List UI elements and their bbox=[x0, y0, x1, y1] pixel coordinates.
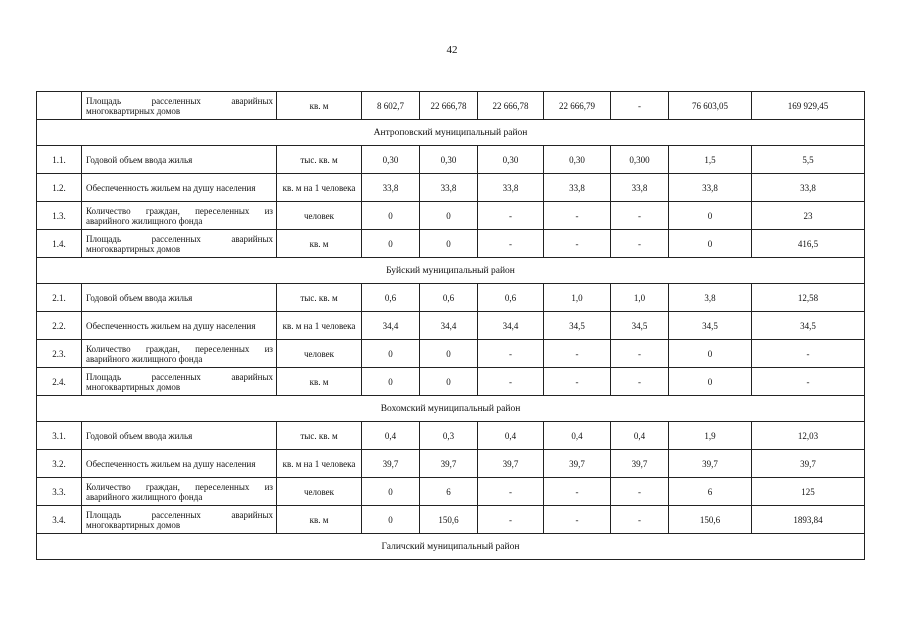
unit-cell: кв. м на 1 человека bbox=[277, 312, 362, 340]
indicator-name: Годовой объем ввода жилья bbox=[82, 146, 277, 174]
value-cell: 0,4 bbox=[478, 422, 544, 450]
table-row bbox=[37, 368, 865, 396]
value-cell: 0,30 bbox=[478, 146, 544, 174]
value-cell: 39,7 bbox=[420, 450, 478, 478]
value-cell: - bbox=[544, 230, 611, 258]
value-cell: - bbox=[611, 368, 669, 396]
value-cell: 0 bbox=[420, 202, 478, 230]
row-number: 1.4. bbox=[37, 230, 82, 258]
value-cell: - bbox=[544, 506, 611, 534]
row-number: 2.4. bbox=[37, 368, 82, 396]
value-cell: 33,8 bbox=[669, 174, 752, 202]
value-cell: 125 bbox=[752, 478, 865, 506]
value-cell: 22 666,79 bbox=[544, 92, 611, 120]
value-cell: 0,30 bbox=[420, 146, 478, 174]
unit-cell: кв. м bbox=[277, 230, 362, 258]
row-number bbox=[37, 92, 82, 120]
row-number: 2.3. bbox=[37, 340, 82, 368]
indicator-name: Площадь расселенных аварийных многоквартирных домов bbox=[82, 506, 277, 534]
row-number: 1.1. bbox=[37, 146, 82, 174]
value-cell: - bbox=[752, 368, 865, 396]
section-header-row bbox=[37, 258, 865, 284]
value-cell: 0,4 bbox=[544, 422, 611, 450]
value-cell: 0,30 bbox=[362, 146, 420, 174]
value-cell: - bbox=[611, 478, 669, 506]
section-title: Галичский муниципальный район bbox=[37, 534, 865, 560]
unit-cell: кв. м bbox=[277, 506, 362, 534]
value-cell: 6 bbox=[420, 478, 478, 506]
value-cell: 33,8 bbox=[362, 174, 420, 202]
value-cell: 150,6 bbox=[420, 506, 478, 534]
indicator-name: Количество граждан, переселенных из аварийного жилищного фонда bbox=[82, 202, 277, 230]
value-cell: 12,03 bbox=[752, 422, 865, 450]
value-cell: 34,4 bbox=[420, 312, 478, 340]
row-number: 2.2. bbox=[37, 312, 82, 340]
value-cell: - bbox=[478, 340, 544, 368]
value-cell: 0 bbox=[669, 340, 752, 368]
table-row bbox=[37, 146, 865, 174]
table-row bbox=[37, 202, 865, 230]
unit-cell: человек bbox=[277, 478, 362, 506]
unit-cell: тыс. кв. м bbox=[277, 146, 362, 174]
indicator-name: Площадь расселенных аварийных многоквартирных домов bbox=[82, 368, 277, 396]
row-number: 3.4. bbox=[37, 506, 82, 534]
value-cell: 5,5 bbox=[752, 146, 865, 174]
value-cell: 33,8 bbox=[611, 174, 669, 202]
table-row bbox=[37, 284, 865, 312]
value-cell: - bbox=[478, 202, 544, 230]
value-cell: - bbox=[611, 340, 669, 368]
row-number: 3.1. bbox=[37, 422, 82, 450]
value-cell: - bbox=[752, 340, 865, 368]
table-row bbox=[37, 312, 865, 340]
unit-cell: человек bbox=[277, 202, 362, 230]
table-row bbox=[37, 506, 865, 534]
page-number: 42 bbox=[446, 44, 458, 56]
value-cell: - bbox=[544, 340, 611, 368]
unit-cell: тыс. кв. м bbox=[277, 422, 362, 450]
value-cell: - bbox=[611, 92, 669, 120]
value-cell: 1,9 bbox=[669, 422, 752, 450]
value-cell: 0 bbox=[362, 202, 420, 230]
section-title: Антроповский муниципальный район bbox=[37, 120, 865, 146]
value-cell: 1,5 bbox=[669, 146, 752, 174]
value-cell: 33,8 bbox=[544, 174, 611, 202]
row-number: 3.3. bbox=[37, 478, 82, 506]
table-row bbox=[37, 174, 865, 202]
indicator-name: Обеспеченность жильем на душу населения bbox=[82, 174, 277, 202]
indicator-name: Количество граждан, переселенных из аварийного жилищного фонда bbox=[82, 478, 277, 506]
unit-cell: кв. м на 1 человека bbox=[277, 174, 362, 202]
value-cell: 39,7 bbox=[611, 450, 669, 478]
value-cell: 76 603,05 bbox=[669, 92, 752, 120]
row-number: 1.3. bbox=[37, 202, 82, 230]
value-cell: 0,300 bbox=[611, 146, 669, 174]
value-cell: 34,4 bbox=[362, 312, 420, 340]
value-cell: 33,8 bbox=[420, 174, 478, 202]
value-cell: 0 bbox=[420, 230, 478, 258]
value-cell: 1893,84 bbox=[752, 506, 865, 534]
value-cell: 416,5 bbox=[752, 230, 865, 258]
value-cell: 34,5 bbox=[669, 312, 752, 340]
value-cell: 0 bbox=[362, 478, 420, 506]
value-cell: 39,7 bbox=[478, 450, 544, 478]
value-cell: 0 bbox=[420, 340, 478, 368]
value-cell: 0 bbox=[362, 230, 420, 258]
value-cell: 33,8 bbox=[752, 174, 865, 202]
value-cell: 150,6 bbox=[669, 506, 752, 534]
value-cell: 0,6 bbox=[478, 284, 544, 312]
table-row bbox=[37, 340, 865, 368]
indicator-name: Годовой объем ввода жилья bbox=[82, 284, 277, 312]
value-cell: - bbox=[611, 230, 669, 258]
value-cell: 33,8 bbox=[478, 174, 544, 202]
unit-cell: тыс. кв. м bbox=[277, 284, 362, 312]
table-row bbox=[37, 450, 865, 478]
value-cell: 0 bbox=[362, 506, 420, 534]
section-header-row bbox=[37, 534, 865, 560]
value-cell: 1,0 bbox=[544, 284, 611, 312]
indicator-name: Площадь расселенных аварийных многоквартирных домов bbox=[82, 92, 277, 120]
value-cell: 0,4 bbox=[362, 422, 420, 450]
table-row bbox=[37, 422, 865, 450]
indicator-name: Количество граждан, переселенных из аварийного жилищного фонда bbox=[82, 340, 277, 368]
table-row bbox=[37, 92, 865, 120]
value-cell: 0 bbox=[669, 230, 752, 258]
value-cell: 34,5 bbox=[752, 312, 865, 340]
value-cell: 169 929,45 bbox=[752, 92, 865, 120]
value-cell: 39,7 bbox=[752, 450, 865, 478]
value-cell: 34,4 bbox=[478, 312, 544, 340]
indicator-name: Обеспеченность жильем на душу населения bbox=[82, 312, 277, 340]
unit-cell: человек bbox=[277, 340, 362, 368]
value-cell: 0 bbox=[669, 202, 752, 230]
table-row bbox=[37, 230, 865, 258]
indicator-name: Обеспеченность жильем на душу населения bbox=[82, 450, 277, 478]
value-cell: 39,7 bbox=[362, 450, 420, 478]
value-cell: 39,7 bbox=[544, 450, 611, 478]
value-cell: 0 bbox=[420, 368, 478, 396]
value-cell: - bbox=[611, 506, 669, 534]
section-header-row bbox=[37, 120, 865, 146]
value-cell: 34,5 bbox=[611, 312, 669, 340]
unit-cell: кв. м bbox=[277, 92, 362, 120]
row-number: 2.1. bbox=[37, 284, 82, 312]
section-title: Буйский муниципальный район bbox=[37, 258, 865, 284]
table-row bbox=[37, 478, 865, 506]
value-cell: - bbox=[544, 478, 611, 506]
value-cell: 22 666,78 bbox=[420, 92, 478, 120]
value-cell: 0 bbox=[669, 368, 752, 396]
table-body bbox=[37, 92, 865, 560]
value-cell: - bbox=[478, 478, 544, 506]
value-cell: - bbox=[544, 202, 611, 230]
unit-cell: кв. м bbox=[277, 368, 362, 396]
row-number: 3.2. bbox=[37, 450, 82, 478]
value-cell: 12,58 bbox=[752, 284, 865, 312]
value-cell: - bbox=[478, 506, 544, 534]
value-cell: 0 bbox=[362, 340, 420, 368]
indicator-name: Годовой объем ввода жилья bbox=[82, 422, 277, 450]
value-cell: 0,3 bbox=[420, 422, 478, 450]
value-cell: 0 bbox=[362, 368, 420, 396]
value-cell: - bbox=[544, 368, 611, 396]
value-cell: 0,6 bbox=[362, 284, 420, 312]
value-cell: - bbox=[478, 230, 544, 258]
value-cell: 22 666,78 bbox=[478, 92, 544, 120]
value-cell: 3,8 bbox=[669, 284, 752, 312]
value-cell: 23 bbox=[752, 202, 865, 230]
unit-cell: кв. м на 1 человека bbox=[277, 450, 362, 478]
section-header-row bbox=[37, 396, 865, 422]
value-cell: 0,4 bbox=[611, 422, 669, 450]
indicator-table bbox=[36, 91, 865, 560]
value-cell: - bbox=[478, 368, 544, 396]
value-cell: 39,7 bbox=[669, 450, 752, 478]
value-cell: 6 bbox=[669, 478, 752, 506]
value-cell: 8 602,7 bbox=[362, 92, 420, 120]
value-cell: - bbox=[611, 202, 669, 230]
indicator-name: Площадь расселенных аварийных многоквартирных домов bbox=[82, 230, 277, 258]
value-cell: 34,5 bbox=[544, 312, 611, 340]
section-title: Вохомский муниципальный район bbox=[37, 396, 865, 422]
row-number: 1.2. bbox=[37, 174, 82, 202]
value-cell: 0,6 bbox=[420, 284, 478, 312]
value-cell: 0,30 bbox=[544, 146, 611, 174]
value-cell: 1,0 bbox=[611, 284, 669, 312]
